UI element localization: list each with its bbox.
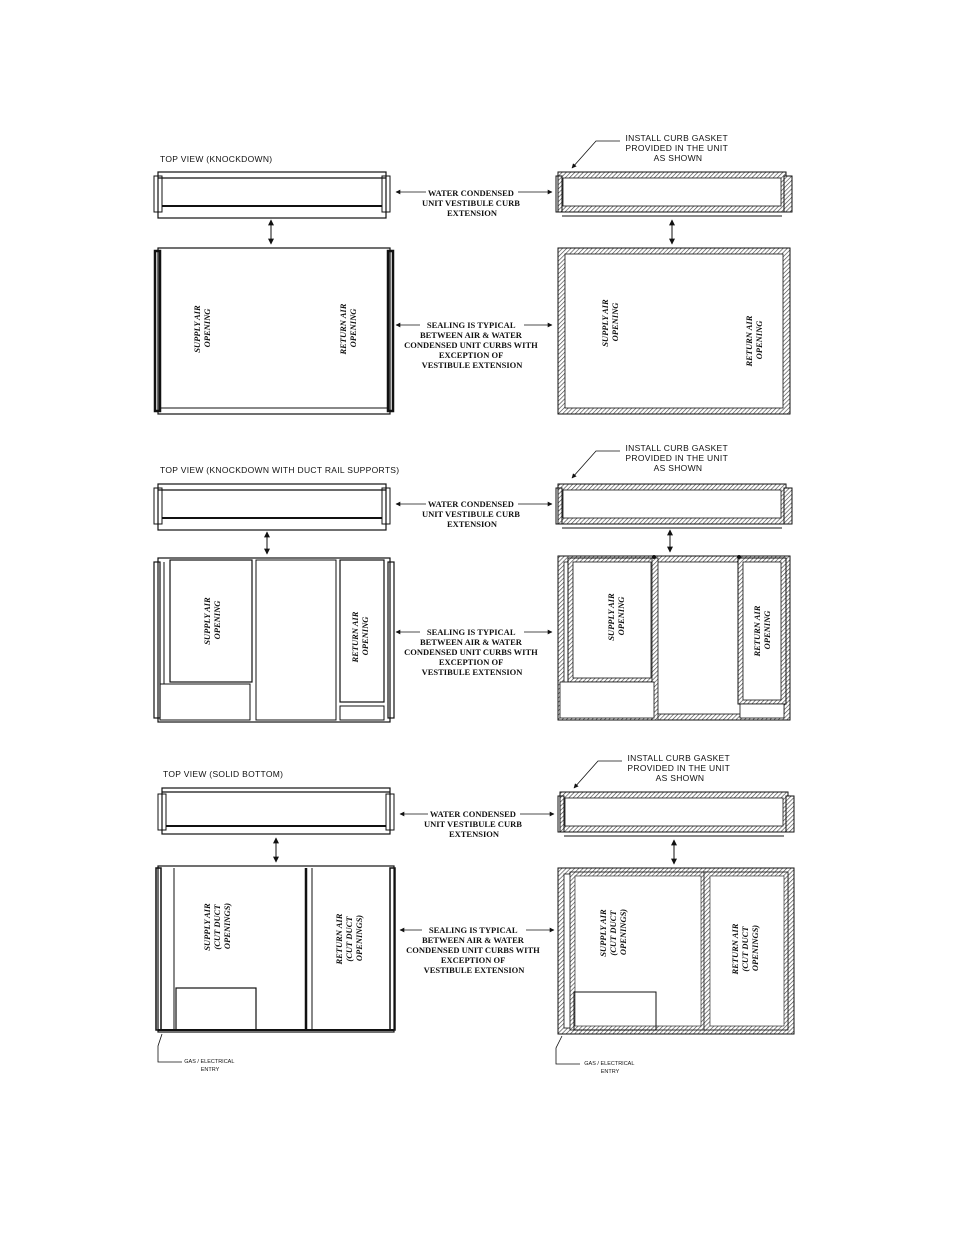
section-title: TOP VIEW (KNOCKDOWN) xyxy=(160,154,273,164)
extension-note xyxy=(396,188,552,218)
section-solid-bottom xyxy=(156,753,794,1075)
svg-text:WATER CONDENSED UNIT V: WATER CONDENSED UNIT VESTIBULE CURB EXTENSION xyxy=(421,188,520,218)
extension-note xyxy=(400,809,554,839)
svg-text:WATER CONDENSED UNIT V: WATER CONDENSED UNIT VESTIBULE CURB EXTENSION xyxy=(421,499,520,529)
vestibule-extension-left xyxy=(158,788,394,834)
svg-text:SEALING IS TYPICAL BET: SEALING IS TYPICAL BETWEEN AIR & WATER CONDENSED UNIT CURBS WITH EXCEPTION OF VESTIBULE EXTENSION xyxy=(406,925,540,975)
vestibule-extension-right xyxy=(556,172,792,216)
svg-text:GAS / ELECTRICAL ENTRY: GAS / ELECTRICAL ENTRY xyxy=(184,1059,235,1073)
curb-plan-left xyxy=(156,866,395,1032)
section-knockdown xyxy=(154,133,792,414)
svg-text:INSTALL CURB GASKET PR: INSTALL CURB GASKET PROVIDED IN THE UNIT AS SHOWN xyxy=(625,133,728,163)
vestibule-extension-left xyxy=(154,484,390,530)
gasket-note xyxy=(574,753,733,788)
gasket-note xyxy=(572,443,731,478)
gasket-note xyxy=(572,133,731,168)
vestibule-extension-right xyxy=(556,484,792,528)
sealing-note xyxy=(400,925,554,975)
curb-plan-right xyxy=(558,555,790,720)
curb-plan-left xyxy=(155,248,393,414)
supply-air-label: SUPPLY AIR OPENING xyxy=(600,299,620,347)
svg-text:INSTALL CURB GASKET PR: INSTALL CURB GASKET PROVIDED IN THE UNIT AS SHOWN xyxy=(625,443,728,473)
svg-text:SEALING IS TYPICAL BET: SEALING IS TYPICAL BETWEEN AIR & WATER CONDENSED UNIT CURBS WITH EXCEPTION OF VESTIBULE EXTENSION xyxy=(404,320,538,370)
curb-plan-left xyxy=(154,558,394,722)
return-air-label: RETURN AIR OPENING xyxy=(744,315,764,367)
return-air-label: RETURN AIR (CUT DUCT OPENINGS) xyxy=(730,923,760,975)
section-title: TOP VIEW (SOLID BOTTOM) xyxy=(163,769,284,779)
supply-air-label: SUPPLY AIR (CUT DUCT OPENINGS) xyxy=(598,908,628,957)
vestibule-extension-right xyxy=(558,792,794,836)
supply-air-label: SUPPLY AIR (CUT DUCT OPENINGS) xyxy=(202,902,232,951)
return-air-label: RETURN AIR OPENING xyxy=(338,303,358,355)
svg-text:INSTALL CURB GASKET PR: INSTALL CURB GASKET PROVIDED IN THE UNIT AS SHOWN xyxy=(627,753,730,783)
sealing-note xyxy=(396,627,552,677)
supply-air-label: SUPPLY AIR OPENING xyxy=(192,305,212,353)
section-duct-rail xyxy=(154,443,792,722)
extension-note xyxy=(396,499,552,529)
vestibule-extension-left xyxy=(154,172,390,218)
curb-plan-right xyxy=(558,248,790,414)
section-title: TOP VIEW (KNOCKDOWN WITH DUCT RAIL SUPPORTS) xyxy=(160,465,400,475)
svg-text:GAS / ELECTRICAL ENTRY: GAS / ELECTRICAL ENTRY xyxy=(584,1061,635,1075)
svg-text:SEALING IS TYPICAL BET: SEALING IS TYPICAL BETWEEN AIR & WATER CONDENSED UNIT CURBS WITH EXCEPTION OF VESTIBULE EXTENSION xyxy=(404,627,538,677)
curb-plan-right xyxy=(558,868,794,1034)
supply-air-label: SUPPLY AIR OPENING xyxy=(606,593,626,641)
svg-text:WATER CONDENSED UNIT V: WATER CONDENSED UNIT VESTIBULE CURB EXTENSION xyxy=(423,809,522,839)
return-air-label: RETURN AIR OPENING xyxy=(350,611,370,663)
supply-air-label: SUPPLY AIR OPENING xyxy=(202,597,222,645)
sealing-note xyxy=(396,320,552,370)
return-air-label: RETURN AIR (CUT DUCT OPENINGS) xyxy=(334,913,364,965)
entry-callout-right xyxy=(556,1036,636,1075)
entry-callout-left xyxy=(158,1034,236,1073)
return-air-label: RETURN AIR OPENING xyxy=(752,605,772,657)
